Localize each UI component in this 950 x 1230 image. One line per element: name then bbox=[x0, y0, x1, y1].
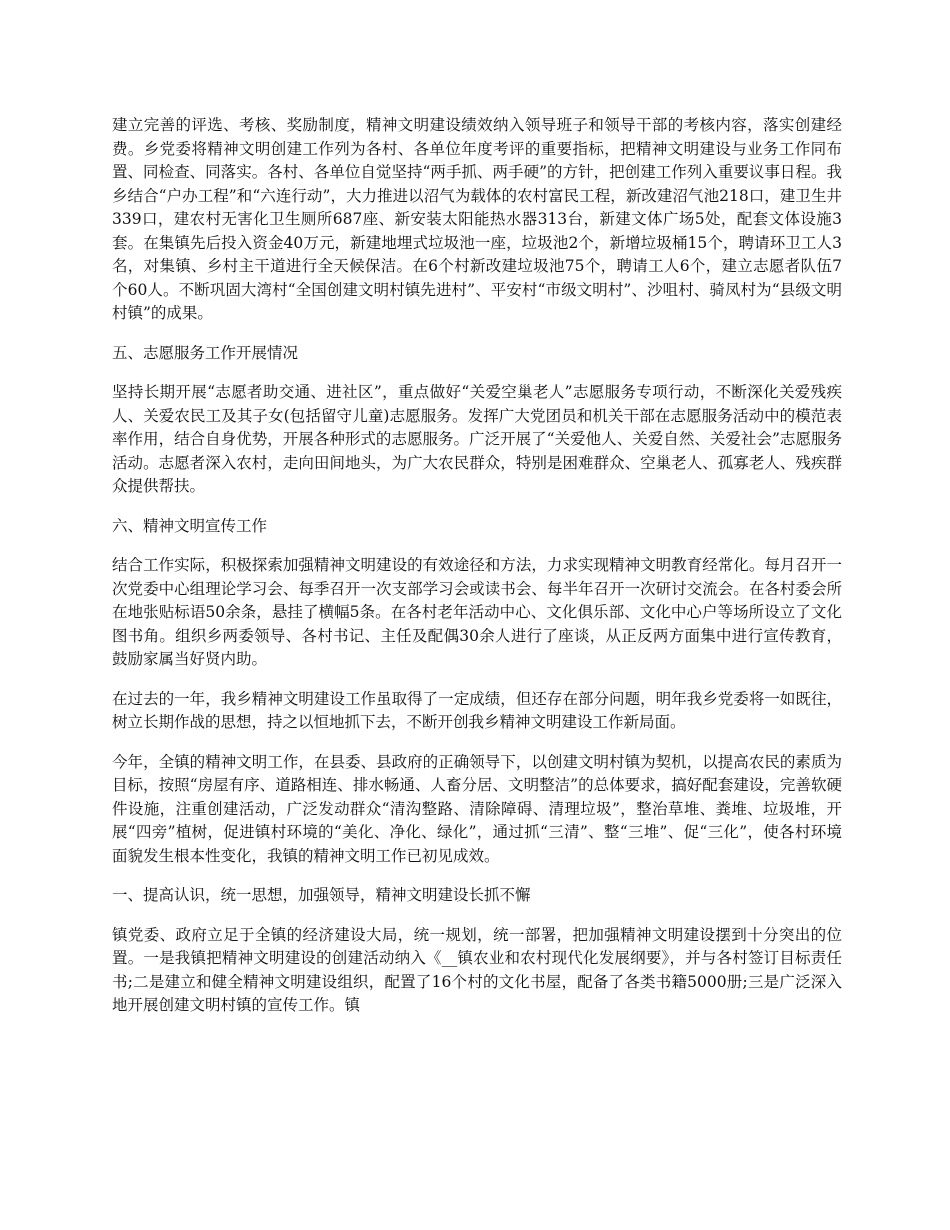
paragraph-town-overview: 今年，全镇的精神文明工作，在县委、县政府的正确领导下，以创建文明村镇为契机，以提高农民的素质为目标，按照“房屋有序、道路相连、排水畅通、人畜分居、文明整洁”的总体要求，搞好配套建设，完善软硬件设施，注重创建活动，广泛发动群众“清沟整路、清除障碍、清理垃圾”，整治草堆、粪堆、垃圾堆，开展“四旁”植树，促进镇村环境的“美化、净化、绿化”，通过抓“三清”、整“三堆”、促“三化”，使各村环境面貌发生根本性变化，我镇的精神文明工作已初见成效。 bbox=[112, 752, 842, 865]
section-heading-leadership: 一、提高认识，统一思想，加强领导，精神文明建设长抓不懈 bbox=[112, 886, 531, 904]
paragraph-volunteer-service: 坚持长期开展“志愿者助交通、进社区”，重点做好“关爱空巢老人”志愿服务专项行动，不断深化关爱残疾人、关爱农民工及其子女(包括留守儿童)志愿服务。发挥广大党团员和机关干部在志愿服务活动中的模范表率作用，结合自身优势，开展各种形式的志愿服务。广泛开展了“关爱他人、关爱自然、关爱社会”志愿服务活动。志愿者深入农村，走向田间地头，为广大农民群众，特别是困难群众、空巢老人、孤寡老人、残疾群众提供帮扶。 bbox=[112, 383, 842, 495]
paragraph-publicity-work: 结合工作实际，积极探索加强精神文明建设的有效途径和方法，力求实现精神文明教育经常化。每月召开一次党委中心组理论学习会、每季召开一次支部学习会或读书会、每半年召开一次研讨交流会。在各村委会所在地张贴标语50余条，悬挂了横幅5条。在各村老年活动中心、文化俱乐部、文化中心户等场所设立了文化图书角。组织乡两委领导、各村书记、主任及配偶30余人进行了座谈，从正反两方面集中进行宣传教育，鼓励家属当好贤内助。 bbox=[112, 556, 842, 668]
document-page bbox=[112, 114, 842, 1034]
section-heading-publicity-work: 六、精神文明宣传工作 bbox=[112, 516, 268, 535]
section-heading-volunteer-service: 五、志愿服务工作开展情况 bbox=[112, 343, 299, 362]
paragraph-leadership: 镇党委、政府立足于全镇的经济建设大局，统一规划，统一部署，把加强精神文明建设摆到十分突出的位置。一是我镇把精神文明建设的创建活动纳入《__镇农业和农村现代化发展纲要》，并与各村签订目标责任书;二是建立和健全精神文明建设组织，配置了16个村的文化书屋，配备了各类书籍5000册;三是广泛深入地开展创建文明村镇的宣传工作。镇 bbox=[112, 925, 842, 1014]
paragraph-year-summary: 在过去的一年，我乡精神文明建设工作虽取得了一定成绩，但还存在部分问题，明年我乡党委将一如既往，树立长期作战的思想，持之以恒地抓下去，不断开创我乡精神文明建设工作新局面。 bbox=[112, 689, 842, 731]
paragraph-creation-system: 建立完善的评选、考核、奖励制度，精神文明建设绩效纳入领导班子和领导干部的考核内容，落实创建经费。乡党委将精神文明创建工作列为各村、各单位年度考评的重要指标，把精神文明建设与业务工作同布置、同检查、同落实。各村、各单位自觉坚持“两手抓、两手硬”的方针，把创建工作列入重要议事日程。我乡结合“户办工程”和“六连行动”，大力推进以沼气为载体的农村富民工程，新改建沼气池218口，建卫生井339口，建农村无害化卫生厕所687座、新安装太阳能热水器313台，新建文体广场5处，配套文体设施3套。在集镇先后投入资金40万元，新建地埋式垃圾池一座，垃圾池2个，新增垃圾桶15个，聘请环卫工人3名，对集镇、乡村主干道进行全天候保洁。在6个村新改建垃圾池75个，聘请工人6个，建立志愿者队伍7个60人。不断巩固大湾村“全国创建文明村镇先进村”、平安村“市级文明村”、沙咀村、骑凤村为“县级文明村镇”的成果。 bbox=[112, 116, 842, 322]
